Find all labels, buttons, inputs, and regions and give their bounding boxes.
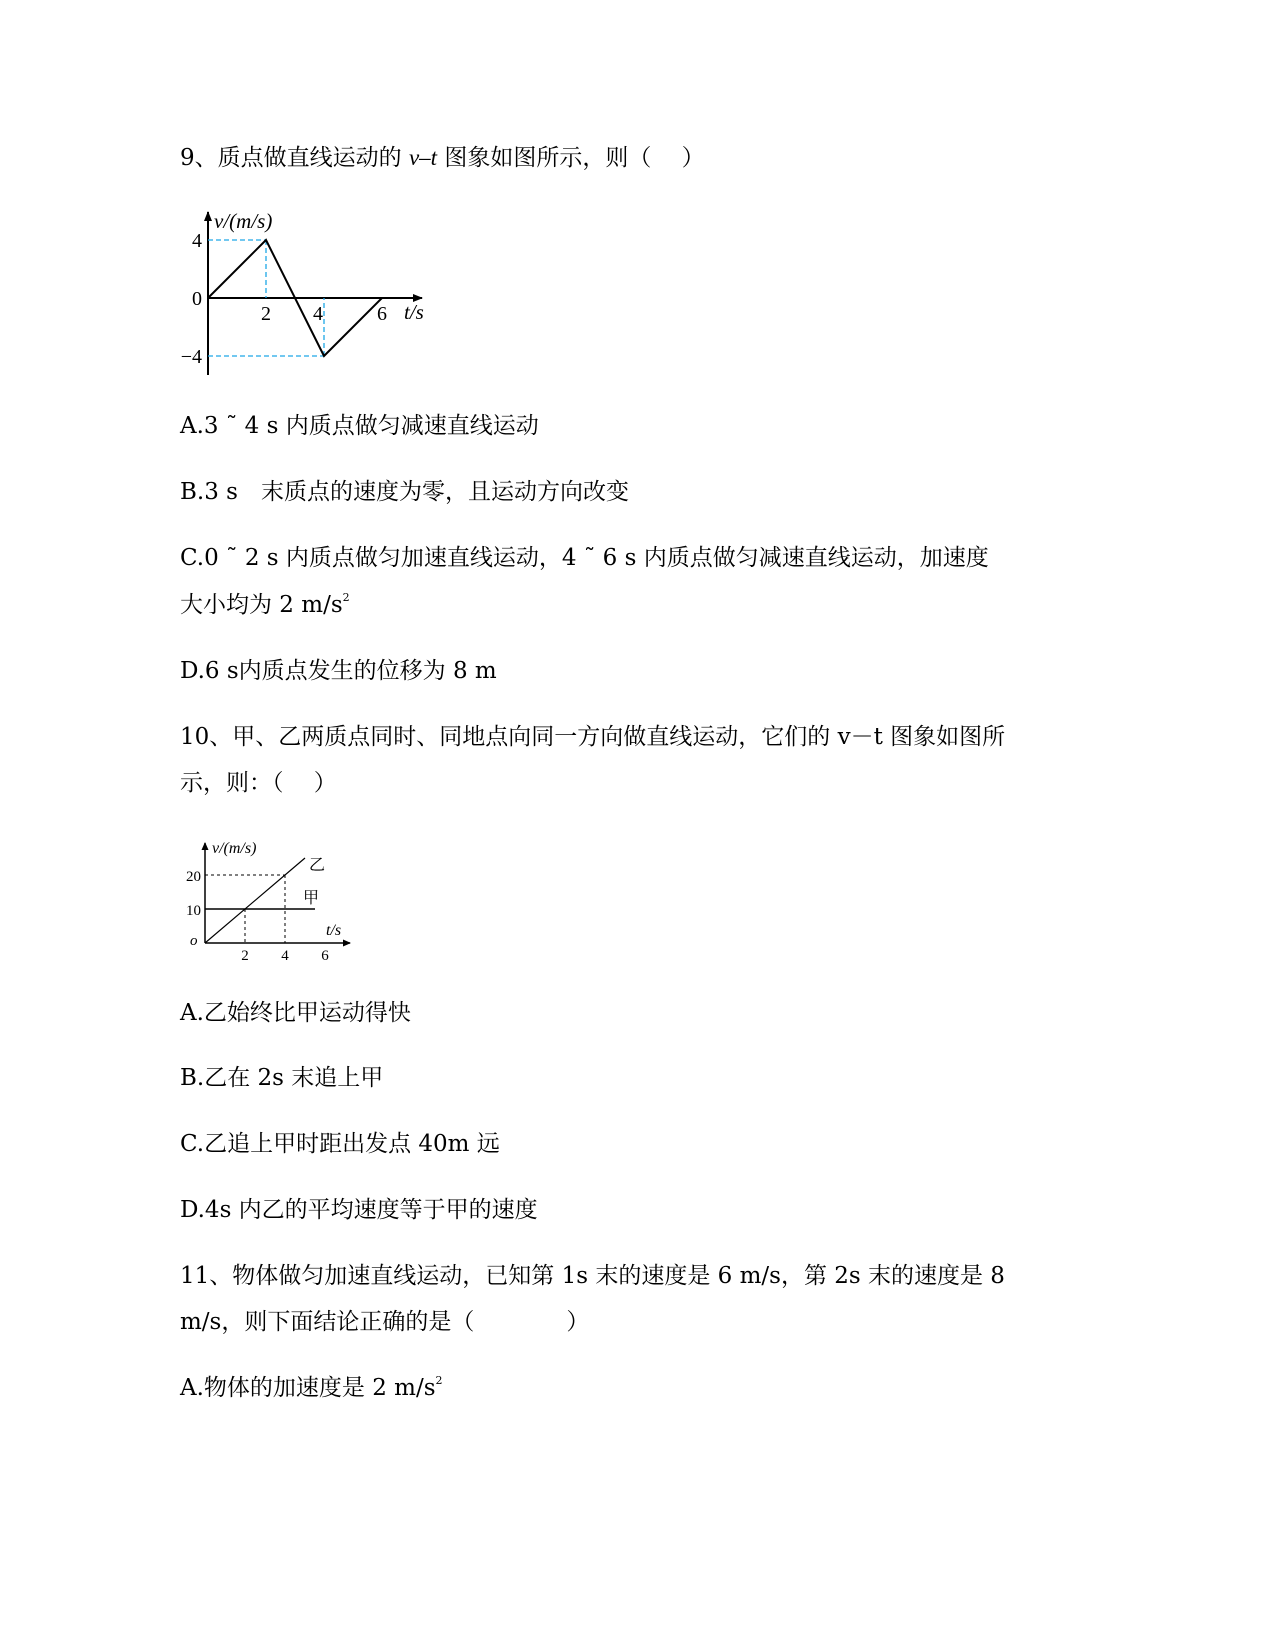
q10-x-tick-4: 4	[281, 948, 289, 964]
q10-vt-chart	[180, 835, 370, 965]
q9-x-axis-label: t/s	[404, 300, 424, 324]
q10-y-tick-20: 20	[186, 869, 201, 885]
q9-option-c-line1: C.0 ˜ 2 s 内质点做匀加速直线运动，4 ˜ 6 s 内质点做匀减速直线运动，加速度	[180, 545, 989, 571]
q10-option-a: A.乙始终比甲运动得快	[180, 1000, 411, 1026]
q9-option-a: A.3 ˜ 4 s 内质点做匀减速直线运动	[180, 413, 539, 439]
q9-option-c-line2: 大小均为 2 $m/s^2$	[180, 591, 350, 618]
q9-y-tick-neg4: −4	[180, 346, 202, 368]
q10-origin-label: o	[190, 933, 198, 949]
q11-stem-line1: 11、物体做匀加速直线运动，已知第 1s 末的速度是 6 m/s，第 2s 末的速度是 8	[180, 1263, 1005, 1289]
q10-stem-line2: 示，则：（ ）	[180, 770, 337, 796]
q9-y-axis-label: v/(m/s)	[214, 209, 273, 233]
q9-x-tick-2: 2	[261, 303, 271, 325]
q9-option-d: D.6 s内质点发生的位移为 8 m	[180, 658, 497, 684]
q10-x-tick-2: 2	[241, 948, 249, 964]
q9-vt-chart	[160, 200, 440, 390]
q10-stem-line1: 10、甲、乙两质点同时、同地点向同一方向做直线运动，它们的 v－t 图象如图所	[180, 724, 1006, 750]
q11-stem-line2: m/s，则下面结论正确的是（ ）	[180, 1309, 590, 1335]
q9-x-tick-6: 6	[377, 303, 387, 325]
q10-x-tick-6: 6	[321, 948, 329, 964]
q10-series-label-jia: 甲	[303, 890, 320, 907]
q10-y-tick-10: 10	[186, 903, 201, 919]
q10-series-yi	[205, 858, 305, 943]
q10-y-axis-label: v/(m/s)	[212, 840, 257, 857]
q10-series-label-yi: 乙	[309, 857, 326, 874]
q10-option-b: B.乙在 2s 末追上甲	[180, 1065, 384, 1091]
q9-x-tick-4: 4	[313, 303, 323, 325]
q9-y-tick-4: 4	[192, 230, 202, 252]
q10-x-axis-label: t/s	[326, 922, 342, 939]
q9-option-b: B.3 s 末质点的速度为零，且运动方向改变	[180, 479, 629, 505]
q9-stem: 9、质点做直线运动的 v–t 图象如图所示，则（ ）	[180, 145, 705, 171]
q10-option-c: C.乙追上甲时距出发点 40m 远	[180, 1131, 500, 1157]
q9-y-tick-0: 0	[192, 288, 202, 310]
q10-option-d: D.4s 内乙的平均速度等于甲的速度	[180, 1197, 538, 1223]
q11-option-a: A.物体的加速度是 2 $m/s^2$	[180, 1374, 443, 1401]
